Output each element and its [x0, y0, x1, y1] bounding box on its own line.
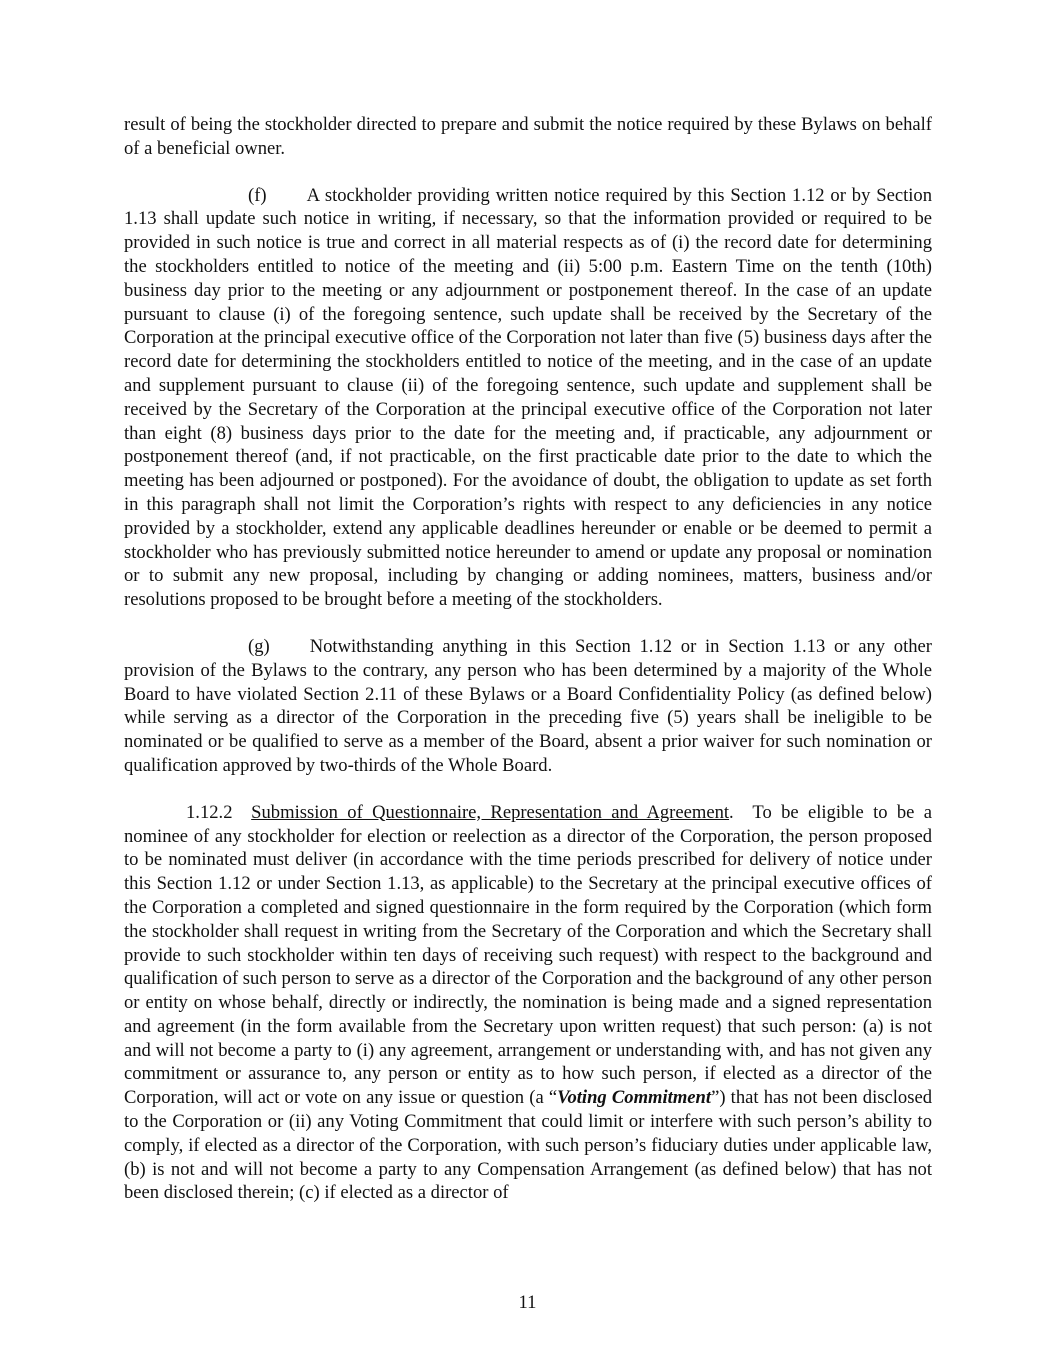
section-text-before-term: To be eligible to be a nominee of any stockholder for election or reelection as a director of the Corporation, the person proposed to be nominated must deliver (in accordance with the time periods prescribed for delivery of notice under this Section 1.12 or under Section 1.13, as applicable) to the Secretary at the principal executive offices of the Corporation a completed and signed questionnaire in the form required by the Corporation (which form the stockholder shall request in writing from the Secretary of the Corporation and which the Secretary shall provide to such stockholder within ten days of receiving such request) with respect to the background and qualification of such person to serve as a director of the Corporation and the background of any other person or entity on whose behalf, directly or indirectly, the nomination is being made and a signed representation and agreement (in the form available from the Secretary upon written request) that such person: (a) is not and will not become a party to (i) any agreement, arrangement or understanding with, and has not given any commitment or assurance to, any person or entity as to how such person, if elected as a director of the Corporation, will act or vote on any issue or question (a “ — [124, 801, 933, 1109]
paragraph-g-label: (g) — [248, 635, 270, 657]
document-body — [124, 113, 932, 1205]
section-heading: Submission of Questionnaire, Representation and Agreement — [251, 801, 730, 823]
section-number: 1.12.2 — [186, 801, 233, 823]
page-number: 11 — [518, 1292, 537, 1313]
paragraph-f-label: (f) — [248, 184, 267, 206]
section-1-12-2 — [124, 801, 932, 1206]
paragraph-f — [124, 184, 932, 612]
defined-term-voting-commitment: Voting Commitment — [557, 1087, 712, 1109]
section-text-after-term: ”) that has not been disclosed to the Corporation or (ii) any Voting Commitment that could limit or interfere with such person’s ability to comply, if elected as a director of the Corporation, with such person’s fiduciary duties under applicable law, (b) is not and will not become a party to any Compensation Arrangement (as defined below) that has not been disclosed therein; (c) if elected as a director of — [124, 1087, 932, 1204]
paragraph-g-text: Notwithstanding anything in this Section 1.12 or in Section 1.13 or any other provision of the Bylaws to the contrary, any person who has been determined by a majority of the Whole Board to have violated Section 2.11 of these Bylaws or a Board Confidentiality Policy (as defined below) while serving as a director of the Corporation in the preceding five (5) years shall be ineligible to be nominated or be qualified to serve as a member of the Board, absent a prior waiver for such nomination or qualification approved by two-thirds of the Whole Board. — [124, 635, 932, 776]
section-heading-end: . — [729, 801, 734, 823]
continuation-paragraph: result of being the stockholder directed to prepare and submit the notice required by these Bylaws on behalf of a beneficial owner. — [124, 114, 932, 159]
paragraph-f-text: A stockholder providing written notice required by this Section 1.12 or by Section 1.13 shall update such notice in writing, if necessary, so that the information provided or required to be provided in such notice is true and correct in all material respects as of (i) the record date for determining the stockholders entitled to notice of the meeting and (ii) 5:00 p.m. Eastern Time on the tenth (10th) business day prior to the meeting or any adjournment or postponement thereof. In the case of an update pursuant to clause (i) of the foregoing sentence, such update shall be received by the Secretary of the Corporation at the principal executive office of the Corporation not later than five (5) business days after the record date for determining the stockholders entitled to notice of the meeting, and in the case of an update and supplement pursuant to clause (ii) of the foregoing sentence, such update and supplement shall be received by the Secretary of the Corporation at the principal executive office of the Corporation not later than eight (8) business days prior to the date for the meeting and, if practicable, any adjournment or postponement thereof (and, if not practicable, on the first practicable date prior to the date to which the meeting has been adjourned or postponed). For the avoidance of doubt, the obligation to update as set forth in this paragraph shall not limit the Corporation’s rights with respect to any deficiencies in any notice provided by a stockholder, extend any applicable deadlines hereunder or enable or be deemed to permit a stockholder who has previously submitted notice hereunder to amend or update any proposal or nomination or to submit any new proposal, including by changing or adding nominees, matters, business and/or resolutions proposed to be brought before a meeting of the stockholders. — [124, 184, 932, 611]
paragraph-g — [124, 635, 932, 778]
